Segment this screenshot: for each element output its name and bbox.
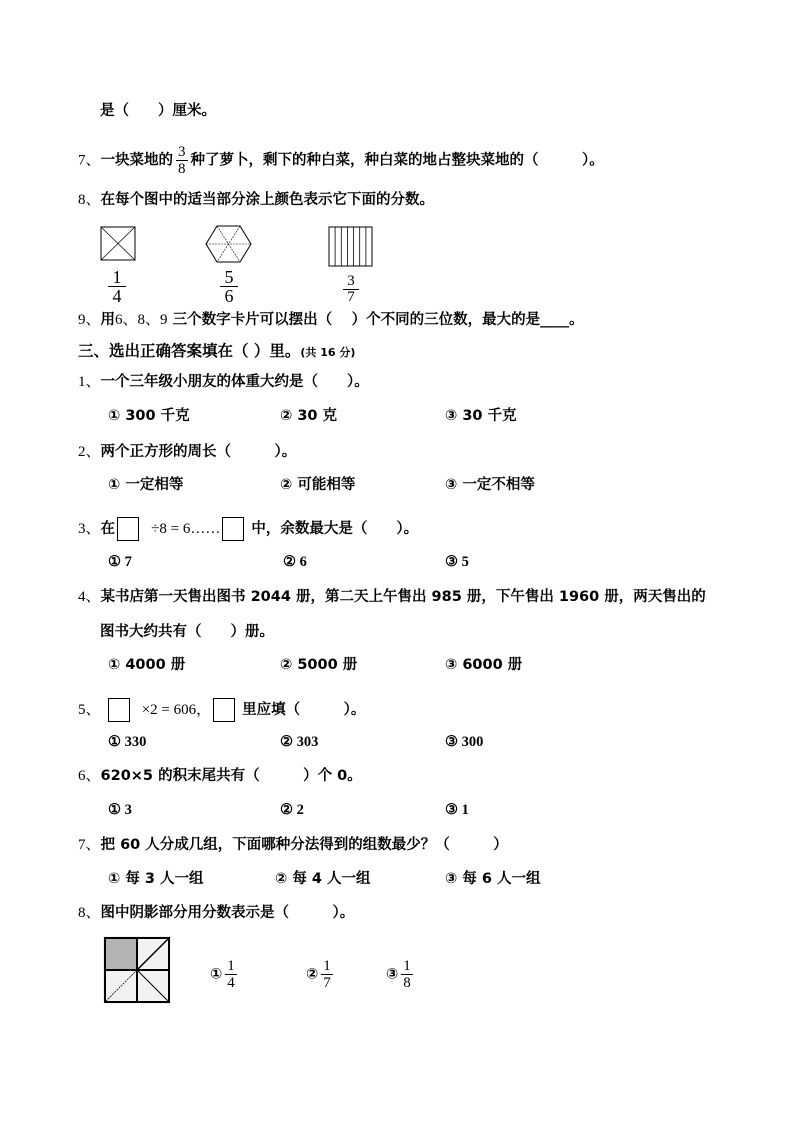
q-text: 把 60 人分成几组，下面哪种分法得到的组数最少？（ ） bbox=[100, 837, 508, 853]
fraction-5-6 bbox=[220, 268, 238, 305]
numerator: 1 bbox=[108, 268, 126, 287]
option: ① 7 bbox=[108, 554, 132, 570]
question-3 bbox=[78, 517, 418, 541]
blank-box bbox=[222, 517, 244, 541]
option: ② 每 4 人一组 bbox=[275, 871, 371, 887]
option: ① 4000 册 bbox=[108, 657, 186, 673]
numerator: 3 bbox=[343, 274, 359, 290]
q-text: 用 bbox=[100, 312, 116, 328]
q-number: 1、 bbox=[78, 374, 101, 390]
question-5 bbox=[78, 698, 365, 722]
option bbox=[210, 958, 240, 991]
q-text: 图中阴影部分用分数表示是（ ）。 bbox=[100, 905, 355, 921]
continued-line: 是（ ）厘米。 bbox=[100, 103, 216, 119]
numerator: 3 bbox=[178, 144, 186, 160]
numerator: 5 bbox=[220, 268, 238, 287]
numerator: 1 bbox=[227, 958, 235, 974]
option: ③ 1 bbox=[445, 802, 469, 818]
denominator: 4 bbox=[227, 975, 235, 991]
q-text: 种了萝卜，剩下的种白菜，种白菜的地占整块菜地的（ ）。 bbox=[190, 152, 604, 169]
fraction bbox=[401, 958, 413, 991]
question-7 bbox=[78, 835, 508, 855]
square-figure bbox=[100, 226, 138, 262]
blank-box bbox=[213, 698, 235, 722]
q-text: 在 bbox=[100, 521, 116, 537]
question-8 bbox=[78, 903, 354, 923]
q-text: 里应填（ ）。 bbox=[242, 702, 366, 718]
numerator: 1 bbox=[403, 958, 411, 974]
option: ② 5000 册 bbox=[280, 657, 358, 673]
option: ③ 一定不相等 bbox=[445, 477, 535, 493]
option: ③ 6000 册 bbox=[445, 657, 523, 673]
q-number: 6、 bbox=[78, 768, 101, 784]
equation: ×2 = 606， bbox=[141, 702, 212, 718]
option: ① 一定相等 bbox=[108, 477, 184, 493]
fraction bbox=[321, 958, 333, 991]
q-text: 一块菜地的 bbox=[100, 152, 174, 169]
option: ② 303 bbox=[280, 734, 319, 750]
option: ② 2 bbox=[280, 802, 304, 818]
q-text: 某书店第一天售出图书 2044 册，第二天上午售出 985 册，下午售出 1960 册，两天售出的 bbox=[100, 589, 706, 605]
digits: 6、8、9 bbox=[115, 312, 168, 328]
q-text: 三个数字卡片可以摆出（ ）个不同的三位数，最大的是____。 bbox=[172, 312, 584, 328]
q-text: 中，余数最大是（ ）。 bbox=[251, 521, 419, 537]
option: ③ 每 6 人一组 bbox=[445, 871, 541, 887]
option: ③ 300 bbox=[445, 734, 484, 750]
option-mark: ② bbox=[306, 966, 319, 983]
denominator: 8 bbox=[403, 975, 411, 991]
option: ① 300 千克 bbox=[108, 408, 190, 424]
question-1 bbox=[78, 372, 369, 392]
option: ① 每 3 人一组 bbox=[108, 871, 204, 887]
numerator: 1 bbox=[323, 958, 331, 974]
option bbox=[386, 958, 416, 991]
q-number: 8、 bbox=[78, 192, 101, 208]
option-mark: ① bbox=[210, 966, 223, 983]
q-number: 7、 bbox=[78, 152, 101, 169]
question-4-cont: 图书大约共有（ ）册。 bbox=[100, 624, 274, 640]
q-number: 2、 bbox=[78, 444, 101, 460]
q-text: 在每个图中的适当部分涂上颜色表示它下面的分数。 bbox=[100, 192, 435, 208]
q-text: 620×5 的积末尾共有（ ）个 0。 bbox=[100, 768, 362, 784]
option: ③ 5 bbox=[445, 554, 469, 570]
q8 bbox=[78, 190, 434, 210]
option: ② 30 克 bbox=[280, 408, 338, 424]
fraction-1-4 bbox=[108, 268, 126, 305]
q9 bbox=[78, 310, 584, 330]
hexagon-figure bbox=[205, 224, 253, 266]
section-heading bbox=[78, 341, 355, 363]
q-text: 两个正方形的周长（ ）。 bbox=[100, 444, 297, 460]
section-title: 三、选出正确答案填在（ ）里。 bbox=[78, 342, 301, 360]
striped-rectangle-figure bbox=[328, 226, 374, 268]
option: ③ 30 千克 bbox=[445, 408, 517, 424]
fraction bbox=[225, 958, 237, 991]
option: ② 可能相等 bbox=[280, 477, 356, 493]
question-4 bbox=[78, 587, 706, 607]
option bbox=[306, 958, 336, 991]
q-text: 一个三年级小朋友的体重大约是（ ）。 bbox=[100, 374, 369, 390]
denominator: 7 bbox=[323, 975, 331, 991]
q7 bbox=[78, 144, 604, 177]
q-number: 9、 bbox=[78, 312, 101, 328]
equation: ÷8 = 6…… bbox=[151, 521, 221, 537]
denominator: 8 bbox=[178, 161, 186, 177]
denominator: 7 bbox=[347, 289, 355, 305]
denominator: 6 bbox=[224, 286, 234, 306]
option-mark: ③ bbox=[386, 966, 399, 983]
denominator: 4 bbox=[112, 286, 122, 306]
blank-box bbox=[108, 698, 130, 722]
q-number: 4、 bbox=[78, 589, 101, 605]
blank-box bbox=[117, 517, 139, 541]
q-number: 8、 bbox=[78, 905, 101, 921]
section-score: (共 16 分) bbox=[300, 346, 356, 359]
option: ① 330 bbox=[108, 734, 147, 750]
question-2 bbox=[78, 442, 296, 462]
fraction bbox=[176, 144, 188, 177]
question-6 bbox=[78, 766, 362, 786]
fraction-3-7 bbox=[343, 274, 359, 305]
q-number: 7、 bbox=[78, 837, 101, 853]
q-number: 5、 bbox=[78, 702, 101, 718]
option: ② 6 bbox=[283, 554, 307, 570]
option: ① 3 bbox=[108, 802, 132, 818]
shaded-square-figure bbox=[103, 936, 171, 1004]
q-number: 3、 bbox=[78, 521, 101, 537]
